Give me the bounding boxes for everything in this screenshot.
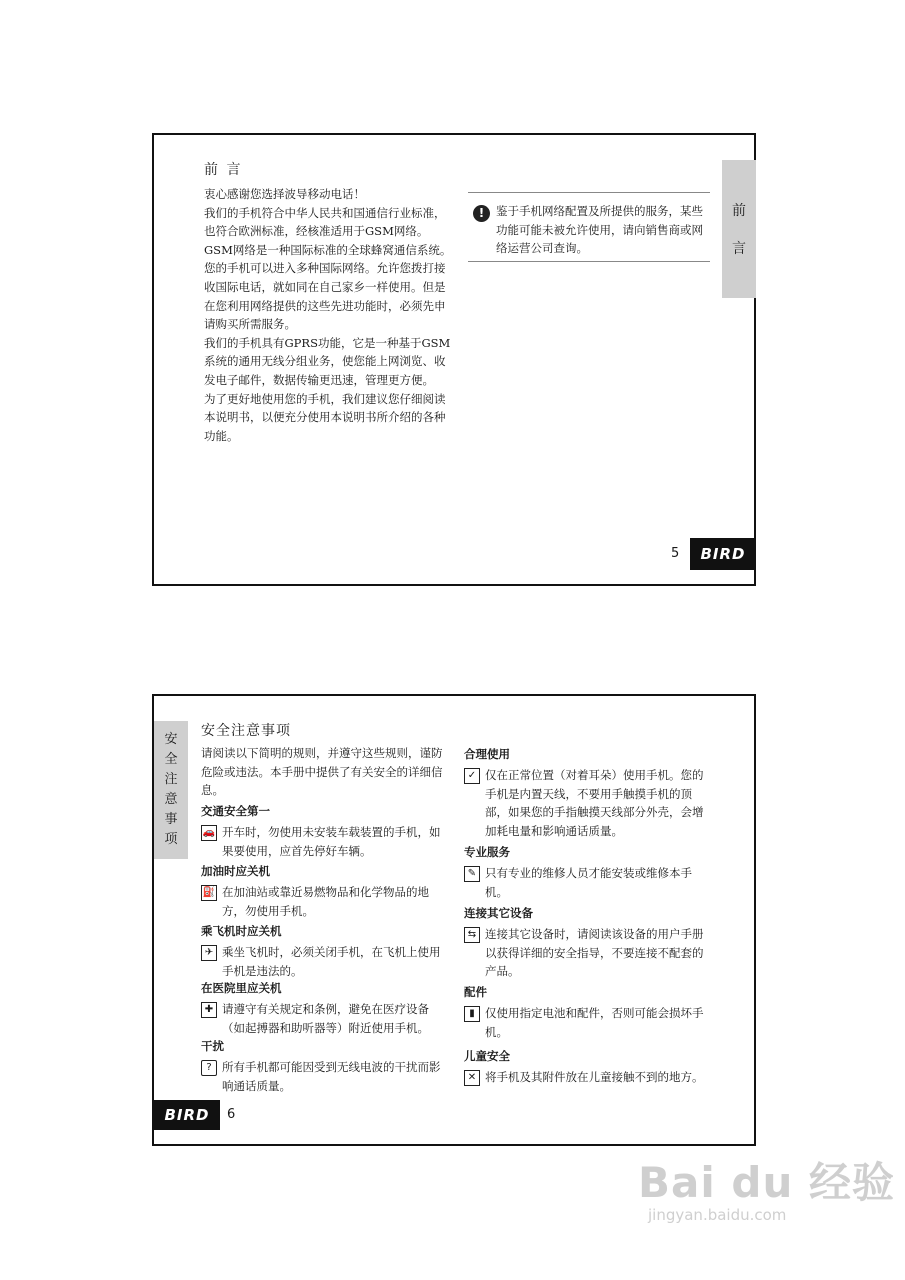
safety-intro: 请阅读以下简明的规则，并遵守这些规则，谨防危险或违法。本手册中提供了有关安全的详细信息。 bbox=[201, 746, 443, 798]
section-text: 请遵守有关规定和条例，避免在医疗设备（如起搏器和助听器等）附近使用手机。 bbox=[222, 1002, 429, 1035]
side-tab-char: 言 bbox=[732, 241, 746, 257]
section-heading: 连接其它设备 bbox=[464, 906, 533, 920]
section-text: 乘坐飞机时，必须关闭手机，在飞机上使用手机是违法的。 bbox=[222, 945, 441, 978]
notice-box bbox=[468, 192, 710, 262]
section-side-tab bbox=[722, 160, 756, 298]
watermark-brand: Bai du 经验 bbox=[638, 1158, 895, 1207]
side-tab-char: 前 bbox=[732, 203, 746, 219]
notice-text: 鉴于手机网络配置及所提供的服务，某些功能可能未被允许使用，请向销售商或网络运营公司查询。 bbox=[496, 204, 703, 255]
section-side-tab bbox=[154, 721, 188, 859]
section-item bbox=[201, 1000, 446, 1037]
preface-body bbox=[204, 185, 454, 445]
section-item bbox=[464, 1068, 714, 1087]
section-text: 在加油站或靠近易燃物品和化学物品的地方，勿使用手机。 bbox=[222, 885, 429, 918]
safety-section-service bbox=[464, 844, 714, 901]
manual-page-safety bbox=[152, 694, 756, 1146]
watermark-url: jingyan.baidu.com bbox=[648, 1206, 787, 1224]
page-number: 6 bbox=[227, 1107, 236, 1122]
section-heading: 配件 bbox=[464, 985, 487, 999]
section-item bbox=[464, 766, 714, 840]
section-heading: 在医院里应关机 bbox=[201, 981, 282, 995]
side-tab-char: 事 bbox=[164, 812, 178, 827]
section-heading: 交通安全第一 bbox=[201, 804, 270, 818]
bird-logo: BIRD bbox=[154, 1100, 220, 1130]
airplane-icon: ✈ bbox=[201, 945, 217, 961]
exclamation-icon: ! bbox=[473, 205, 490, 222]
section-heading: 加油时应关机 bbox=[201, 864, 270, 878]
section-heading: 合理使用 bbox=[464, 747, 510, 761]
section-text: 将手机及其附件放在儿童接触不到的地方。 bbox=[485, 1070, 704, 1084]
section-item bbox=[464, 864, 714, 901]
fuel-pump-icon: ⛽ bbox=[201, 885, 217, 901]
section-item bbox=[464, 925, 714, 981]
safety-section-fuel bbox=[201, 863, 446, 920]
section-heading: 乘飞机时应关机 bbox=[201, 924, 282, 938]
side-tab-char: 安 bbox=[164, 732, 178, 747]
safety-section-children bbox=[464, 1048, 714, 1087]
section-text: 开车时，勿使用未安装车载装置的手机，如果要使用，应首先停好车辆。 bbox=[222, 825, 441, 858]
checkmark-icon: ✓ bbox=[464, 768, 480, 784]
manual-page-preface bbox=[152, 133, 756, 586]
page-title: 前 言 bbox=[204, 162, 243, 178]
section-item bbox=[201, 883, 446, 920]
section-text: 只有专业的维修人员才能安装或维修本手机。 bbox=[485, 866, 692, 899]
safety-section-airplane bbox=[201, 923, 446, 980]
bird-logo: BIRD bbox=[690, 538, 756, 570]
section-text: 仅使用指定电池和配件，否则可能会损坏手机。 bbox=[485, 1006, 704, 1039]
safety-section-hospital bbox=[201, 980, 446, 1037]
preface-paragraph: GSM网络是一种国际标准的全球蜂窝通信系统。您的手机可以进入多种国际网络。允许您拨打接收国际电话，就如同在自己家乡一样使用。但是在您利用网络提供的这些先进功能时，必须先申请购买所需服务。 bbox=[204, 242, 452, 332]
page-number: 5 bbox=[671, 546, 680, 561]
safety-section-proper-use bbox=[464, 746, 714, 840]
preface-paragraph: 我们的手机具有GPRS功能，它是一种基于GSM系统的通用无线分组业务，使您能上网浏览、收发电子邮件，数据传输更迅速，管理更方便。 bbox=[204, 335, 451, 387]
safety-section-traffic bbox=[201, 803, 446, 860]
battery-icon: ▮ bbox=[464, 1006, 480, 1022]
connect-device-icon: ⇆ bbox=[464, 927, 480, 943]
section-text: 所有手机都可能因受到无线电波的干扰而影响通话质量。 bbox=[222, 1060, 441, 1093]
tool-icon: ✎ bbox=[464, 866, 480, 882]
child-safety-icon: ✕ bbox=[464, 1070, 480, 1086]
section-text: 连接其它设备时，请阅读该设备的用户手册以获得详细的安全指导，不要连接不配套的产品。 bbox=[485, 927, 704, 979]
section-heading: 专业服务 bbox=[464, 845, 510, 859]
baidu-watermark bbox=[638, 1150, 895, 1224]
safety-section-interference bbox=[201, 1038, 446, 1095]
section-text: 仅在正常位置（对着耳朵）使用手机。您的手机是内置天线，不要用手触摸手机的顶部，如果您的手指触摸天线部分外壳，会增加耗电量和影响通话质量。 bbox=[485, 768, 704, 838]
section-heading: 儿童安全 bbox=[464, 1049, 510, 1063]
side-tab-char: 意 bbox=[164, 792, 178, 807]
medical-cross-icon: ✚ bbox=[201, 1002, 217, 1018]
page-title: 安全注意事项 bbox=[201, 723, 291, 739]
side-tab-char: 项 bbox=[164, 832, 178, 847]
section-item bbox=[201, 1058, 446, 1095]
preface-paragraph: 为了更好地使用您的手机，我们建议您仔细阅读本说明书，以便充分使用本说明书所介绍的各种功能。 bbox=[204, 391, 446, 443]
preface-paragraph: 我们的手机符合中华人民共和国通信行业标准，也符合欧洲标准，经核准适用于GSM网络。 bbox=[204, 205, 446, 239]
preface-paragraph: 衷心感谢您选择波导移动电话！ bbox=[204, 187, 365, 201]
interference-icon: ? bbox=[201, 1060, 217, 1076]
safety-section-connect bbox=[464, 905, 714, 981]
side-tab-char: 全 bbox=[164, 752, 178, 767]
section-item bbox=[201, 823, 446, 860]
car-icon: 🚗 bbox=[201, 825, 217, 841]
section-heading: 干扰 bbox=[201, 1039, 224, 1053]
section-item bbox=[464, 1004, 714, 1041]
section-item bbox=[201, 943, 446, 980]
safety-section-accessories bbox=[464, 984, 714, 1041]
side-tab-char: 注 bbox=[164, 772, 178, 787]
